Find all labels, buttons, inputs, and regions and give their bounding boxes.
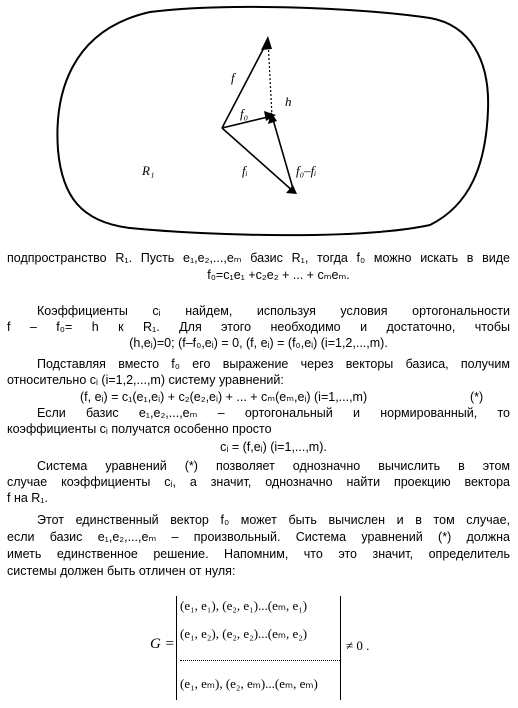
gram-symbol: G =	[150, 636, 175, 652]
label-region: R₁	[142, 163, 155, 178]
text-line-14: f на R₁.	[7, 491, 48, 505]
formula-system: (f, eᵢ) = c₁(e₁,eᵢ) + c₂(e₂,eᵢ) + ... + cₘ(eₘ,eᵢ) (i=1,...,m)	[80, 390, 368, 404]
determinant-right-bar	[340, 596, 341, 700]
vector-fi	[222, 128, 294, 192]
label-f0: f₀	[240, 106, 249, 121]
vector-h	[268, 40, 272, 116]
label-f: f	[231, 70, 235, 85]
not-equal-zero: ≠ 0 .	[346, 638, 370, 653]
text-line-4: f – f₀= h к R₁. Для этого необходимо и достаточно, чтобы	[7, 320, 510, 334]
text-line-12: Система уравнений (*) позволяет однозначно вычислить в этом	[37, 459, 510, 473]
matrix-row-m: (e₁, eₘ), (e₂, eₘ)...(eₘ, eₘ)	[180, 676, 318, 691]
text-line-6: Подставляя вместо f₀ его выражение через векторы базиса, получим	[37, 357, 510, 371]
text-line-7: относительно cᵢ (i=1,2,...,m) систему уравнений:	[7, 373, 284, 387]
vector-f-arrowhead	[261, 36, 272, 50]
label-h: h	[285, 94, 292, 109]
text-line-10: коэффициенты cᵢ получатся особенно просто	[7, 422, 272, 436]
matrix-row-1: (e₁, e₁), (e₂, e₁)...(eₘ, e₁)	[180, 598, 308, 613]
formula-coefficients: cᵢ = (f,eᵢ) (i=1,...,m).	[220, 440, 327, 454]
gram-determinant	[150, 592, 380, 700]
determinant-left-bar	[176, 596, 177, 700]
text-line-9: Если базис e₁,e₂,...,eₘ – ортогональный и нормированный, то	[37, 406, 510, 420]
text-line-18: системы должен быть отличен от нуля:	[7, 564, 236, 578]
label-fi: fᵢ	[242, 163, 248, 178]
text-line-1: подпространство R₁. Пусть e₁,e₂,...,eₘ базис R₁, тогда f₀ можно искать в виде	[7, 251, 510, 265]
matrix-row-2: (e₁, e₂), (e₂, e₂)...(eₘ, e₂)	[180, 626, 308, 641]
text-line-13: случае коэффициенты cᵢ, а значит, однозначно найти проекцию вектора	[7, 475, 510, 489]
equation-tag: (*)	[470, 390, 484, 404]
vector-f0-minus-fi	[272, 116, 294, 192]
text-line-3: Коэффициенты cᵢ найдем, используя условия ортогональности	[37, 304, 510, 318]
text-line-16: если базис e₁,e₂,...,eₘ – произвольный. Система уравнений (*) должна	[7, 530, 510, 544]
formula-f0: f₀=c₁e₁ +c₂e₂ + ... + cₘeₘ.	[207, 268, 350, 282]
formula-orthogonality: (h,eᵢ)=0; (f–f₀,eᵢ) = 0, (f, eᵢ) = (f₀,eᵢ) (i=1,2,...,m).	[129, 336, 388, 350]
label-f0-minus-fi: f₀–fᵢ	[296, 163, 317, 178]
text-line-17: иметь единственное решение. Напомним, что это значит, определитель	[7, 547, 510, 561]
matrix-ellipsis-row	[180, 660, 340, 661]
text-line-15: Этот единственный вектор f₀ может быть вычислен и в том случае,	[37, 513, 510, 527]
vector-projection-figure	[0, 0, 518, 240]
